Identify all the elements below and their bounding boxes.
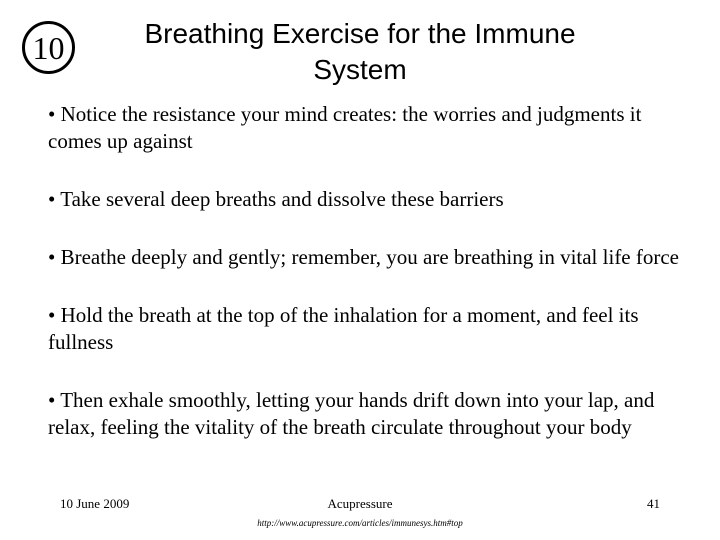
bullet-item: • Hold the breath at the top of the inhalation for a moment, and feel its fullness bbox=[48, 303, 639, 354]
page-number: 41 bbox=[647, 496, 660, 511]
slide-title: Breathing Exercise for the Immune System bbox=[144, 18, 576, 85]
footer-title: Acupressure bbox=[327, 496, 393, 511]
bullet-item: • Breathe deeply and gently; remember, you are breathing in vital life force bbox=[48, 245, 680, 269]
bullet-item: • Take several deep breaths and dissolve these barriers bbox=[48, 187, 504, 211]
bullet-list bbox=[48, 101, 688, 441]
slide-number-badge bbox=[22, 21, 75, 74]
bullet-item: • Notice the resistance your mind creates: the worries and judgments it comes up against bbox=[48, 102, 642, 153]
footer-date: 10 June 2009 bbox=[60, 496, 130, 511]
slide-number: 10 bbox=[32, 29, 65, 66]
bullet-item: • Then exhale smoothly, letting your hands drift down into your lap, and relax, feeling the vitality of the breath circulate throughout your body bbox=[48, 388, 655, 439]
source-url: http://www.acupressure.com/articles/immunesys.htm#top bbox=[257, 518, 463, 528]
